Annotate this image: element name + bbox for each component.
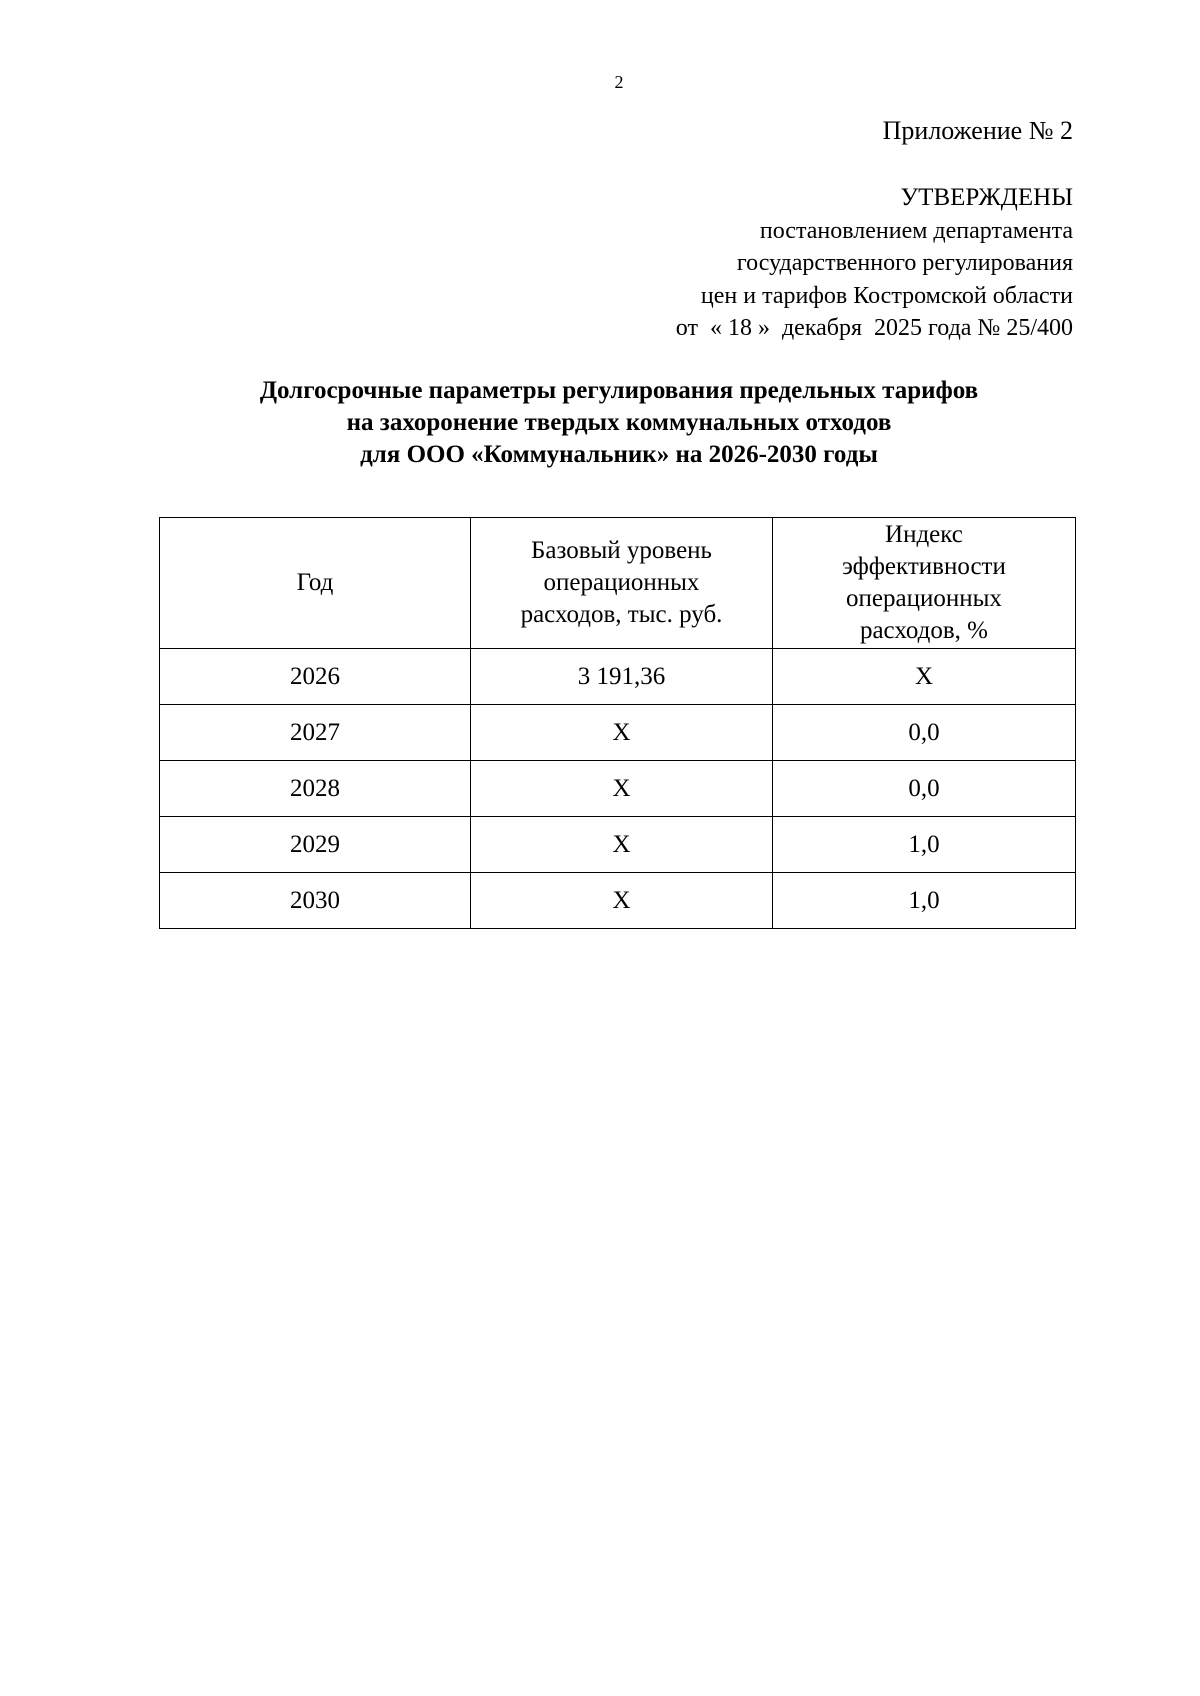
- header-line: эффективности: [842, 553, 1006, 580]
- appendix-label: Приложение № 2: [882, 116, 1073, 145]
- cell-efficiency-index: 1,0: [772, 817, 1075, 873]
- cell-year: 2026: [160, 649, 471, 705]
- header-line: Индекс: [885, 521, 963, 548]
- header-base-level: [471, 518, 773, 649]
- approval-block: [676, 182, 1073, 345]
- cell-base-level: Х: [471, 817, 773, 873]
- cell-efficiency-index: 0,0: [772, 761, 1075, 817]
- header-line: расходов, %: [859, 617, 988, 644]
- cell-efficiency-index: 1,0: [772, 873, 1075, 929]
- approval-line: постановлением департамента: [759, 217, 1073, 244]
- parameters-table: [159, 517, 1076, 929]
- table-row: [160, 817, 1076, 873]
- header-line: операционных: [543, 569, 700, 596]
- cell-base-level: Х: [471, 705, 773, 761]
- approved-heading: УТВЕРЖДЕНЫ: [900, 184, 1073, 211]
- cell-year: 2030: [160, 873, 471, 929]
- cell-efficiency-index: 0,0: [772, 705, 1075, 761]
- header-line: Базовый уровень: [531, 537, 712, 564]
- page-number: 2: [614, 72, 624, 92]
- cell-efficiency-index: Х: [772, 649, 1075, 705]
- header-efficiency-index: [772, 518, 1075, 649]
- cell-year: 2028: [160, 761, 471, 817]
- table-row: [160, 873, 1076, 929]
- title-line: Долгосрочные параметры регулирования предельных тарифов: [259, 377, 979, 404]
- header-line: операционных: [846, 585, 1002, 612]
- table-row: [160, 705, 1076, 761]
- title-line: на захоронение твердых коммунальных отходов: [346, 409, 892, 436]
- table-header-row: [160, 518, 1076, 649]
- cell-base-level: Х: [471, 873, 773, 929]
- cell-year: 2027: [160, 705, 471, 761]
- document-title: [0, 375, 1200, 471]
- approval-date-line: от « 18 » декабря 2025 года № 25/400: [675, 315, 1073, 341]
- title-line: для ООО «Коммунальник» на 2026-2030 годы: [360, 441, 878, 468]
- table-row: [160, 761, 1076, 817]
- table-row: [160, 649, 1076, 705]
- header-line: расходов, тыс. руб.: [520, 601, 723, 628]
- approval-line: государственного регулирования: [736, 250, 1073, 276]
- approval-line: цен и тарифов Костромской области: [700, 282, 1073, 309]
- header-year: Год: [160, 518, 471, 649]
- cell-base-level: 3 191,36: [471, 649, 773, 705]
- cell-year: 2029: [160, 817, 471, 873]
- cell-base-level: Х: [471, 761, 773, 817]
